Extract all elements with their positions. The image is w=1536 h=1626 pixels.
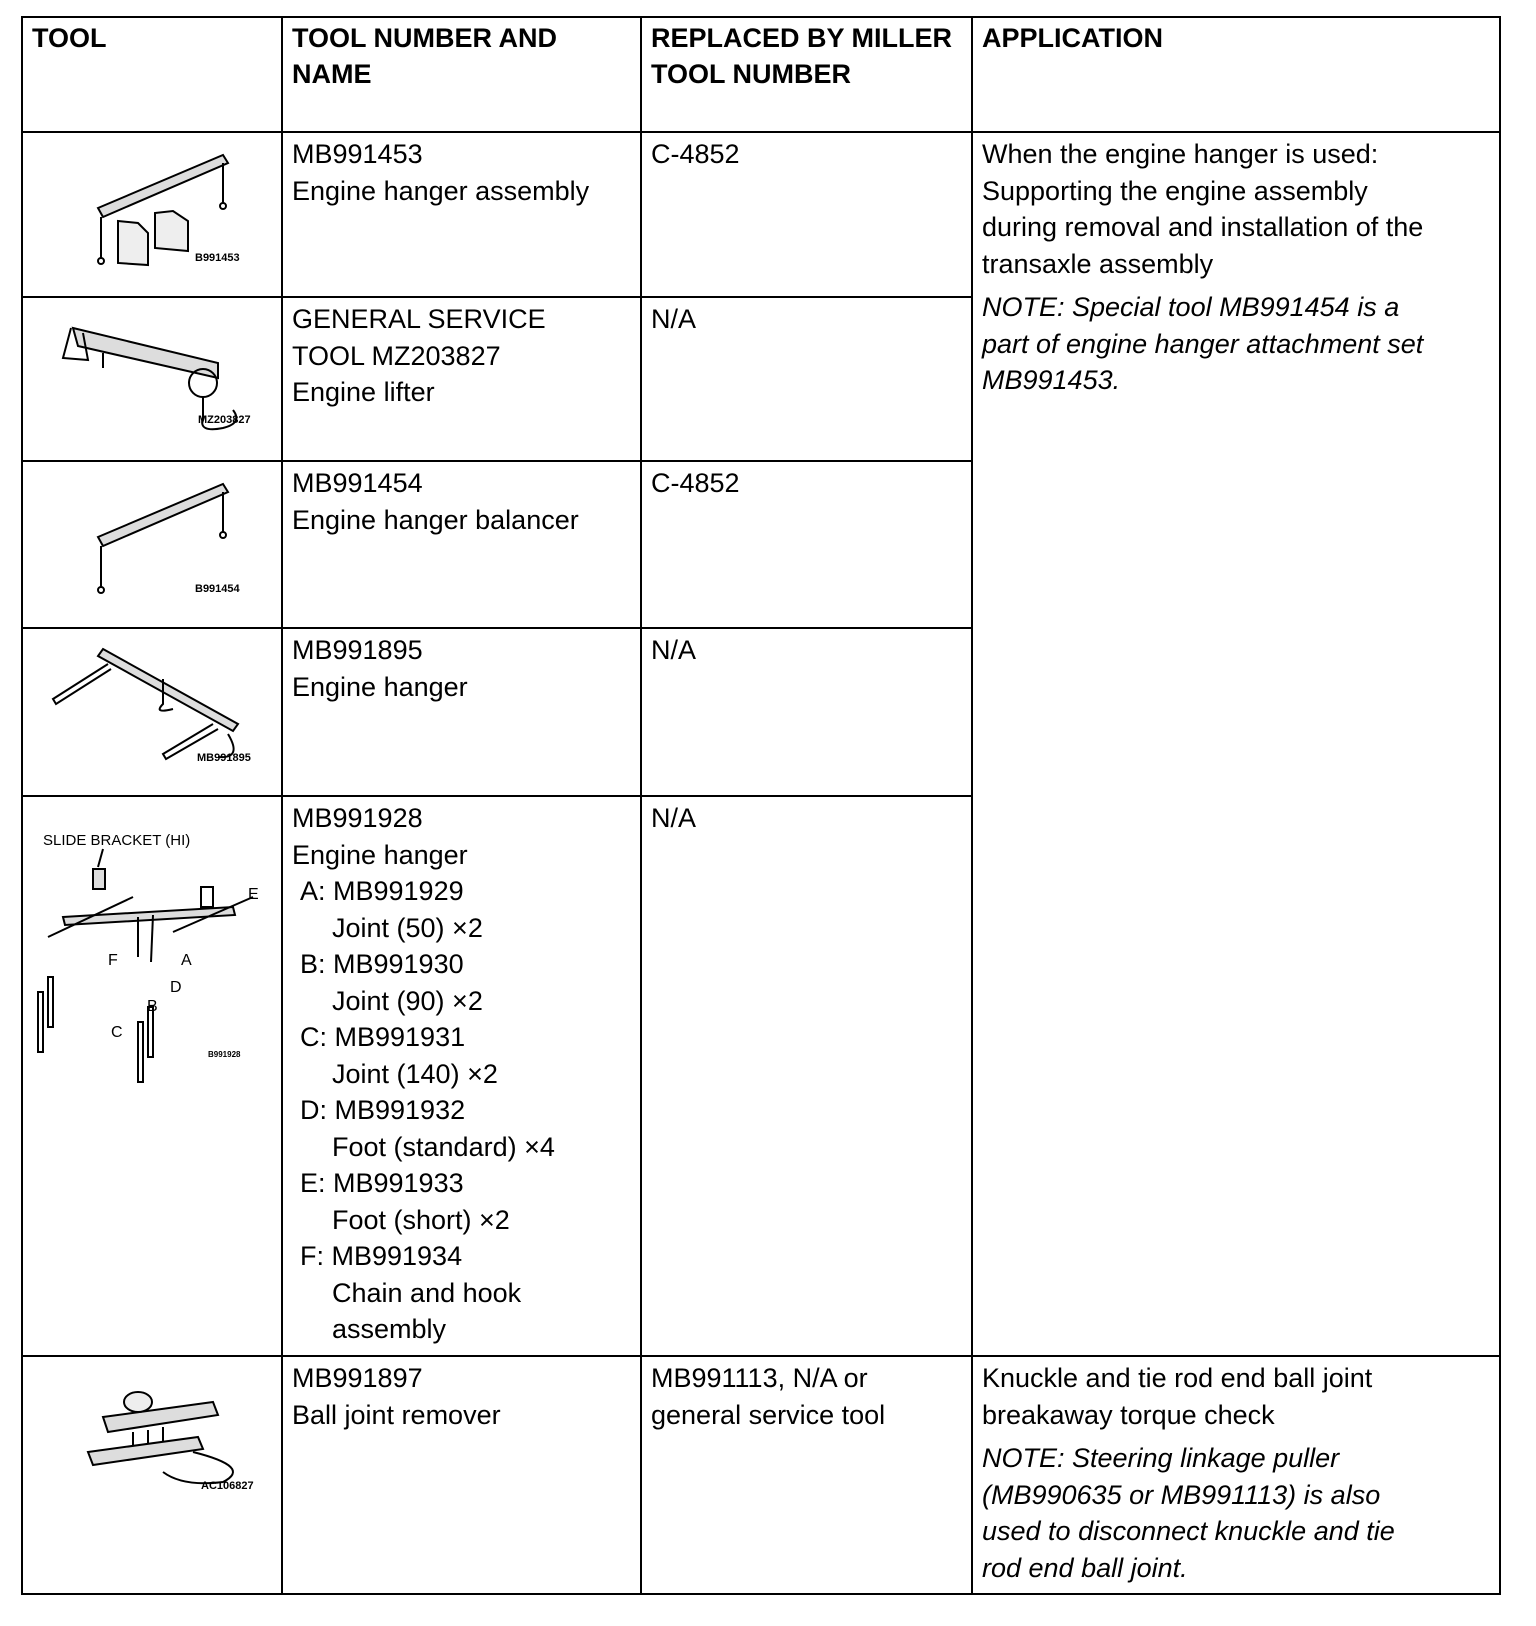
application-text: When the engine hanger is used: <box>982 139 1379 169</box>
tool-number: MB991928 <box>292 803 423 833</box>
ball-joint-remover-illustration <box>23 1357 281 1593</box>
tool-name: Engine hanger <box>292 839 468 870</box>
replaced-by-cell: N/A <box>641 796 972 1356</box>
tool-number-cell <box>282 628 641 796</box>
part-code: B: MB991930 <box>300 949 464 979</box>
note-line: (MB990635 or MB991113) is also <box>982 1479 1381 1510</box>
replaced-by-cell <box>641 1356 972 1594</box>
replaced-by-cell: C-4852 <box>641 132 972 297</box>
tool-image-cell <box>22 297 282 461</box>
tool-number: MB991453 <box>292 139 423 169</box>
tool-number: MB991895 <box>292 635 423 665</box>
replaced-by-cell: N/A <box>641 628 972 796</box>
tool-number-cell <box>282 461 641 628</box>
note-line: used to disconnect knuckle and tie <box>982 1516 1395 1546</box>
label-a: A <box>181 952 192 969</box>
tool-image-cell <box>22 461 282 628</box>
part-code: C: MB991931 <box>300 1022 466 1052</box>
tool-name: Engine hanger assembly <box>292 175 590 206</box>
replaced-by-text: MB991113, N/A or <box>651 1363 868 1393</box>
tool-image-label: B991454 <box>195 583 240 595</box>
label-b: B <box>147 998 158 1015</box>
tool-number-cell <box>282 132 641 297</box>
tool-image-label: B991928 <box>208 1050 241 1059</box>
part-desc: Joint (90) ×2 <box>332 985 483 1016</box>
tool-image-cell <box>22 132 282 297</box>
table-row <box>22 1356 1500 1594</box>
tool-image-label: MB991895 <box>197 752 251 764</box>
tool-number: GENERAL SERVICE <box>292 304 546 334</box>
engine-hanger-assembly-illustration <box>23 133 281 296</box>
tool-name: Engine lifter <box>292 377 435 407</box>
header-tool: TOOL <box>22 17 282 132</box>
tool-image-cell <box>22 1356 282 1594</box>
part-code: A: MB991929 <box>300 876 464 906</box>
part-code: D: MB991932 <box>300 1095 466 1125</box>
application-note <box>982 1440 1491 1586</box>
application-text: during removal and installation of the <box>982 212 1424 242</box>
tool-number: MB991454 <box>292 468 423 498</box>
part-desc: Joint (50) ×2 <box>332 912 483 943</box>
note-line: part of engine hanger attachment set <box>982 328 1424 359</box>
part-desc: assembly <box>332 1314 447 1344</box>
engine-hanger-illustration <box>23 629 281 795</box>
application-note <box>982 289 1491 399</box>
tool-image-cell <box>22 628 282 796</box>
part-desc: Joint (140) ×2 <box>332 1058 498 1089</box>
special-tools-table <box>21 16 1501 1595</box>
label-f: F <box>108 952 118 969</box>
application-cell <box>972 132 1500 1356</box>
tool-number-cell <box>282 796 641 1356</box>
note-line: NOTE: Special tool MB991454 is a <box>982 292 1400 322</box>
part-desc: Foot (standard) ×4 <box>332 1131 555 1162</box>
tool-image-cell <box>22 796 282 1356</box>
note-line: MB991453. <box>982 365 1121 395</box>
replaced-by-text: general service tool <box>651 1399 886 1430</box>
replaced-by-cell: N/A <box>641 297 972 461</box>
note-line: NOTE: Steering linkage puller <box>982 1443 1340 1473</box>
application-text: breakaway torque check <box>982 1399 1275 1430</box>
tool-name: Engine hanger balancer <box>292 504 579 535</box>
application-cell <box>972 1356 1500 1594</box>
application-text: transaxle assembly <box>982 248 1214 279</box>
part-desc: Chain and hook <box>332 1277 522 1308</box>
tool-image-label: MZ203827 <box>198 414 251 426</box>
label-c: C <box>111 1024 123 1041</box>
tool-image-label: B991453 <box>195 252 240 264</box>
part-code: F: MB991934 <box>300 1241 463 1271</box>
tool-number: MB991897 <box>292 1363 423 1393</box>
label-e: E <box>248 886 259 903</box>
engine-hanger-balancer-illustration <box>23 462 281 627</box>
tool-number-cell <box>282 297 641 461</box>
engine-lifter-illustration <box>23 298 281 460</box>
part-desc: Foot (short) ×2 <box>332 1204 510 1235</box>
tool-image-label: AC106827 <box>201 1480 254 1492</box>
tool-name: Engine hanger <box>292 671 468 702</box>
engine-hanger-set-illustration <box>23 797 281 1097</box>
slide-bracket-callout: SLIDE BRACKET (HI) <box>43 832 191 849</box>
label-d: D <box>170 979 182 996</box>
tool-number: TOOL MZ203827 <box>292 340 501 371</box>
application-text: Supporting the engine assembly <box>982 175 1368 206</box>
tool-name: Ball joint remover <box>292 1399 501 1430</box>
part-code: E: MB991933 <box>300 1168 464 1198</box>
header-tool-number: TOOL NUMBER AND NAME <box>282 17 641 132</box>
note-line: rod end ball joint. <box>982 1552 1188 1583</box>
application-text: Knuckle and tie rod end ball joint <box>982 1363 1373 1393</box>
header-replaced-by: REPLACED BY MILLER TOOL NUMBER <box>641 17 972 132</box>
replaced-by-cell: C-4852 <box>641 461 972 628</box>
tool-number-cell <box>282 1356 641 1594</box>
table-row <box>22 132 1500 297</box>
header-application: APPLICATION <box>972 17 1500 132</box>
header-row <box>22 17 1500 132</box>
